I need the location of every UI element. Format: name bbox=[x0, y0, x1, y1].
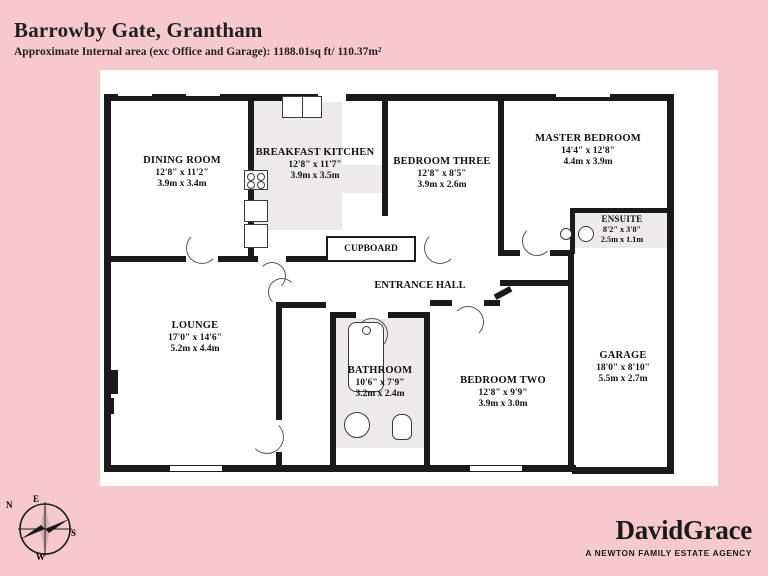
room-name: LOUNGE bbox=[171, 320, 219, 331]
room-label-breakfast-kitchen bbox=[247, 147, 383, 183]
door-arc-dining bbox=[186, 232, 218, 264]
compass-east-label: E bbox=[33, 494, 40, 504]
wall-kitchen-hall bbox=[248, 256, 254, 262]
room-name: MASTER BEDROOM bbox=[535, 133, 641, 144]
cupboard-box bbox=[326, 236, 416, 262]
brand-name bbox=[585, 515, 752, 546]
room-label-dining-room bbox=[118, 155, 246, 191]
room-dim-imperial: 12'8" x 9'9" bbox=[478, 387, 528, 398]
brand-tagline: A NEWTON FAMILY ESTATE AGENCY bbox=[585, 548, 752, 558]
door-arc-hall-left bbox=[268, 278, 296, 306]
room-dim-metric: 3.9m x 3.0m bbox=[478, 399, 528, 410]
room-dim-metric: 4.4m x 3.9m bbox=[563, 157, 613, 168]
window-lounge-bottom bbox=[170, 466, 222, 471]
wall-bottom-right bbox=[572, 467, 674, 474]
wall-right-outer bbox=[667, 94, 674, 474]
page-title: Barrowby Gate, Grantham bbox=[14, 18, 263, 42]
brand-logo bbox=[585, 515, 752, 558]
room-dim-metric: 5.2m x 4.4m bbox=[170, 344, 220, 355]
compass-west-label: W bbox=[36, 552, 45, 562]
room-dim-metric: 3.9m x 3.4m bbox=[157, 179, 207, 190]
brand-name-first: David bbox=[615, 515, 684, 545]
room-dim-imperial: 12'8" x 8'5" bbox=[417, 168, 467, 179]
room-dim-imperial: 17'0" x 14'6" bbox=[168, 332, 222, 343]
room-name: BATHROOM bbox=[347, 365, 413, 376]
compass-north-label: N bbox=[6, 500, 13, 510]
window-master-top bbox=[556, 92, 610, 97]
compass-rose bbox=[8, 492, 82, 566]
room-dim-metric: 3.2m x 2.4m bbox=[355, 389, 405, 400]
wall-bottom-left bbox=[104, 465, 440, 472]
room-dim-metric: 5.5m x 2.7m bbox=[598, 374, 648, 385]
entrance-hall-label: ENTRANCE HALL bbox=[374, 280, 466, 291]
room-name: BEDROOM TWO bbox=[460, 375, 546, 386]
fireplace-hearth bbox=[104, 398, 114, 414]
window-dining-top bbox=[118, 92, 152, 96]
room-name: BREAKFAST KITCHEN bbox=[255, 147, 375, 158]
room-label-lounge bbox=[134, 320, 256, 356]
wall-top-right bbox=[386, 94, 674, 101]
page-subtitle: Approximate Internal area (exc Office and Garage): 1188.01sq ft/ 110.37m² bbox=[14, 46, 382, 58]
wall-bed3-master bbox=[498, 94, 504, 254]
wall-left-lower bbox=[104, 260, 111, 472]
room-dim-imperial: 12'8" x 11'7" bbox=[288, 159, 342, 170]
wall-garage-left-lower bbox=[568, 252, 574, 472]
room-dim-metric: 3.9m x 2.6m bbox=[417, 180, 467, 191]
wall-ensuite-sep bbox=[570, 208, 670, 213]
door-arc-bed2 bbox=[452, 306, 484, 338]
room-name: BEDROOM THREE bbox=[393, 156, 491, 167]
kitchen-sink-half bbox=[282, 96, 303, 118]
door-arc-master bbox=[522, 226, 552, 256]
doorgap-kitchen-top bbox=[318, 93, 346, 102]
wash-basin bbox=[344, 412, 370, 438]
cupboard-label: CUPBOARD bbox=[344, 244, 398, 254]
room-label-bedroom-three bbox=[386, 156, 498, 192]
room-dim-metric: 3.9m x 3.5m bbox=[290, 171, 340, 182]
room-label-ensuite bbox=[576, 214, 668, 245]
wall-bed2-topright bbox=[500, 280, 570, 286]
brand-name-second: Grace bbox=[683, 515, 752, 545]
room-dim-imperial: 8'2" x 3'8" bbox=[602, 224, 642, 234]
fireplace bbox=[104, 370, 118, 394]
room-label-bedroom-two bbox=[440, 375, 566, 411]
room-dim-imperial: 10'6" x 7'9" bbox=[355, 377, 405, 388]
room-dim-imperial: 14'4" x 12'8" bbox=[561, 145, 615, 156]
room-dim-imperial: 18'0" x 8'10" bbox=[596, 362, 650, 373]
room-dim-imperial: 12'8" x 11'2" bbox=[155, 167, 209, 178]
ensuite-toilet bbox=[560, 228, 572, 240]
room-label-bathroom bbox=[330, 365, 430, 401]
bath-tap bbox=[362, 326, 371, 335]
wall-left-upper bbox=[104, 94, 111, 260]
wall-hall-top-left bbox=[108, 256, 258, 262]
room-name: GARAGE bbox=[599, 350, 647, 361]
room-dim-metric: 2.5m x 1.1m bbox=[600, 234, 644, 244]
compass-south-label: S bbox=[71, 528, 77, 538]
room-name: ENSUITE bbox=[601, 214, 643, 224]
window-bed2-bottom bbox=[470, 466, 522, 471]
oven-icon bbox=[244, 200, 268, 222]
room-label-garage bbox=[576, 350, 670, 386]
window-dining-top-2 bbox=[186, 92, 220, 96]
door-arc-bed3 bbox=[424, 232, 456, 264]
toilet-icon bbox=[392, 414, 412, 440]
wall-hall-top-mid bbox=[286, 256, 326, 262]
appliance-icon bbox=[244, 224, 268, 248]
room-name: DINING ROOM bbox=[143, 155, 221, 166]
room-label-master-bedroom bbox=[512, 133, 664, 169]
door-arc-lounge bbox=[250, 420, 284, 454]
